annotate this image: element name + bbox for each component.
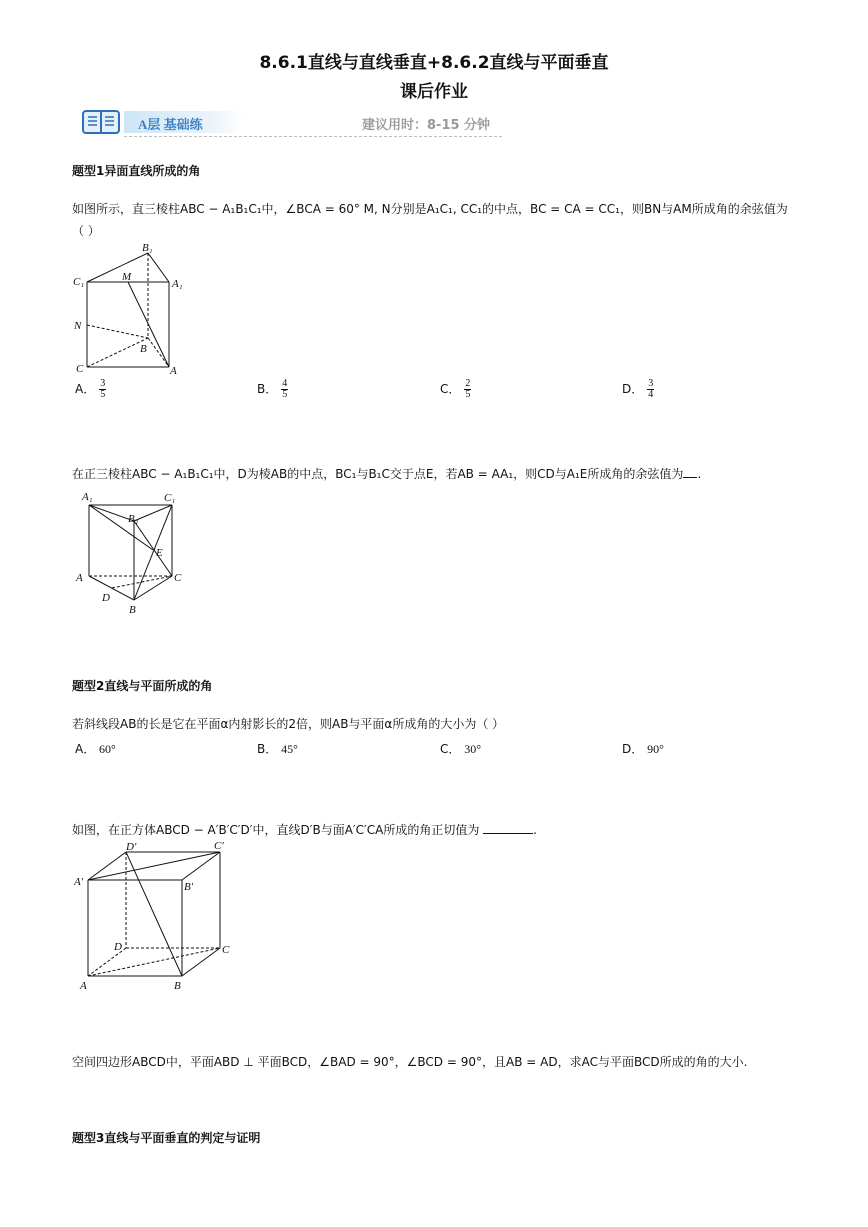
fig2-label-b1: B₁ (128, 513, 139, 525)
question-2-text: 在正三棱柱ABC − A₁B₁C₁中，D为棱AB的中点，BC₁与B₁C交于点E，若AB = AA₁，则CD与A₁E所成角的余弦值为 . (72, 467, 702, 481)
section-heading-2: 题型2直线与平面所成的角 (72, 679, 213, 693)
banner-divider (124, 136, 502, 137)
question-3-text: 若斜线段AB的长是它在平面α内射影长的2倍，则AB与平面α所成角的大小为（ ） (72, 717, 505, 731)
fig1-label-a: A (170, 365, 177, 377)
fig4-label-a: A (80, 980, 87, 992)
fig4-label-d: D (114, 941, 122, 953)
fig2-label-c1: C₁ (164, 492, 176, 504)
question-1-text: 如图所示，直三棱柱ABC − A₁B₁C₁中，∠BCA = 60° M, N分别是A₁C₁, CC₁的中点，BC = CA = CC₁，则BN与AM所成角的余弦值为 (72, 202, 788, 216)
section-heading-3: 题型3直线与平面垂直的判定与证明 (72, 1131, 261, 1145)
fig1-label-a1: A₁ (172, 278, 183, 290)
section-heading-1: 题型1异面直线所成的角 (72, 164, 201, 178)
fig1-label-b1: B₁ (142, 242, 153, 254)
answer-blank[interactable] (483, 822, 533, 834)
fig1-label-c1: C₁ (73, 276, 85, 288)
q3-option-b[interactable]: B． 45° (257, 742, 298, 756)
fig2-label-a1: A₁ (82, 491, 93, 503)
page-subtitle: 课后作业 (400, 82, 468, 102)
question-5-text: 空间四边形ABCD中，平面ABD ⊥ 平面BCD，∠BAD = 90°，∠BCD = 90°，且AB = AD，求AC与平面BCD所成的角的大小. (72, 1055, 748, 1069)
banner-time: 建议用时：8-15 分钟 (362, 118, 491, 133)
question-1-figure (68, 240, 198, 380)
fig2-label-e: E (156, 547, 163, 559)
question-4-figure (70, 838, 240, 993)
fig4-label-a1: A′ (74, 876, 84, 888)
fig1-label-b: B (140, 343, 147, 355)
page-title: 8.6.1直线与直线垂直+8.6.2直线与平面垂直 (259, 53, 609, 73)
q3-option-c[interactable]: C． 30° (440, 742, 482, 756)
book-icon (80, 108, 122, 138)
question-1-paren: （ ） (72, 224, 100, 238)
q1-option-a[interactable]: A． $\frac{3}{5}$ (75, 378, 106, 400)
answer-blank[interactable] (683, 466, 697, 478)
fig2-label-d: D (102, 592, 110, 604)
fig2-label-c: C (174, 572, 182, 584)
fig4-label-d1: D′ (126, 841, 137, 853)
q1-option-b[interactable]: B． $\frac{4}{5}$ (257, 378, 288, 400)
fig1-label-c: C (76, 363, 84, 375)
fig4-label-b1: B′ (184, 881, 194, 893)
q1-option-d[interactable]: D． $\frac{3}{4}$ (622, 378, 654, 400)
question-2-figure (72, 488, 192, 618)
fig4-label-c: C (222, 944, 230, 956)
fig1-label-n: N (74, 320, 82, 332)
fig1-label-m: M (122, 271, 132, 283)
q3-option-d[interactable]: D． 90° (622, 742, 664, 756)
fig4-label-b: B (174, 980, 181, 992)
banner-label: A层 基础练 (138, 117, 203, 132)
fig2-label-a: A (76, 572, 83, 584)
question-4-text: 如图，在正方体ABCD − A′B′C′D′中，直线D′B与面A′C′CA所成的角正切值为 . (72, 823, 537, 837)
q1-option-c[interactable]: C． $\frac{2}{5}$ (440, 378, 471, 400)
fig4-label-c1: C′ (214, 840, 224, 852)
q3-option-a[interactable]: A． 60° (75, 742, 116, 756)
level-banner (80, 106, 505, 138)
fig2-label-b: B (129, 604, 136, 616)
